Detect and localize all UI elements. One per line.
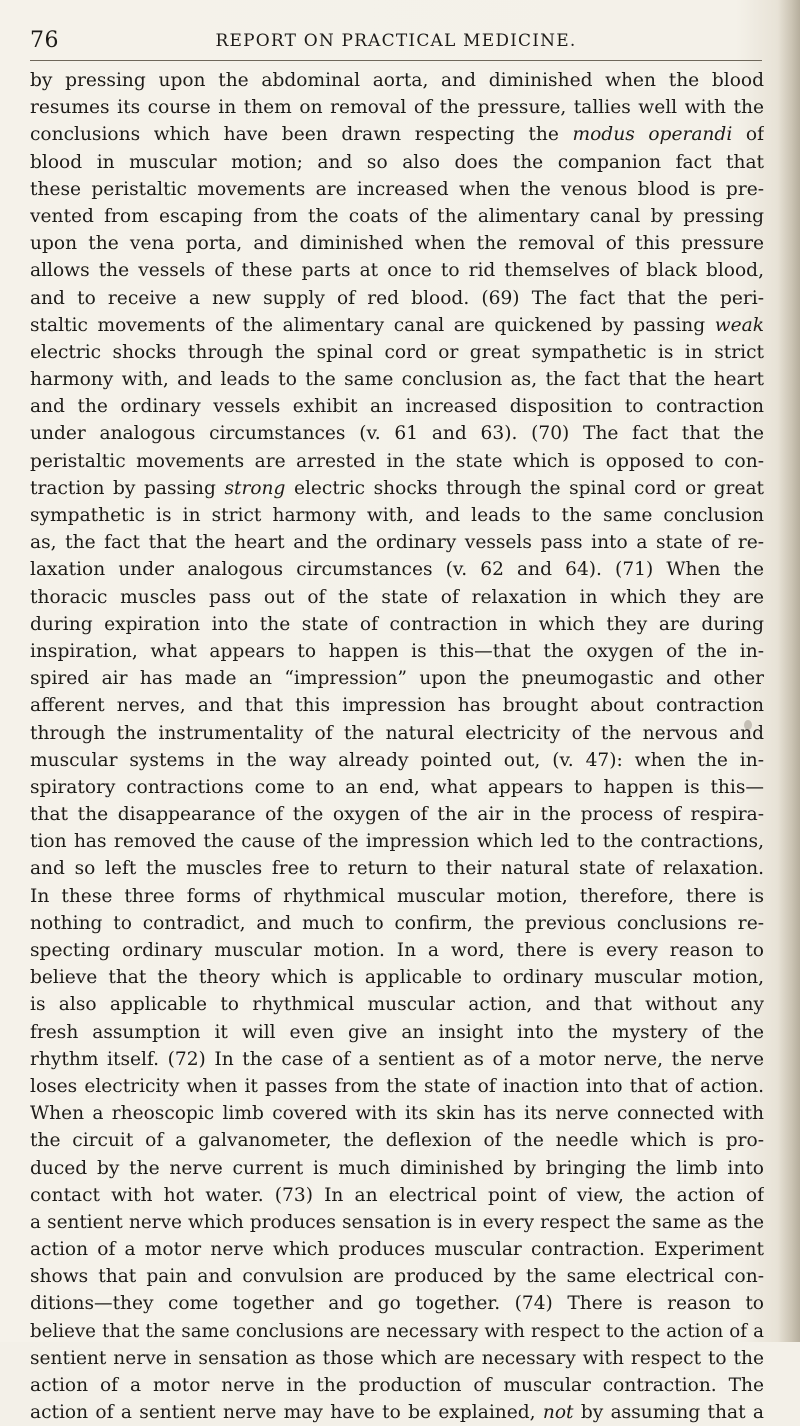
page-edge-shadow [778, 0, 800, 1342]
text-line: duced by the nerve current is much diminished by bringing the limb into [30, 1157, 764, 1179]
text-line: and the ordinary vessels exhibit an increased disposition to contraction [30, 396, 764, 418]
text-line: loses electricity when it passes from the state of inaction into that of action. [30, 1075, 764, 1097]
text-line: as, the fact that the heart and the ordinary vessels pass into a state of re- [30, 532, 764, 554]
text-line: ditions—they come together and go together. (74) There is reason to [30, 1293, 764, 1315]
text-line: thoracic muscles pass out of the state of relaxation in which they are [30, 586, 764, 608]
page-header [30, 26, 762, 56]
text-line: conclusions which have been drawn respecting the modus operandi of [30, 124, 764, 146]
text-line: nothing to contradict, and much to confirm, the previous conclusions re- [30, 912, 764, 934]
text-line: traction by passing strong electric shocks through the spinal cord or great [30, 477, 764, 499]
text-line: believe that the same conclusions are necessary with respect to the action of a [30, 1320, 764, 1342]
text-line: sentient nerve in sensation as those which are necessary with respect to the [30, 1347, 764, 1369]
text-line: a sentient nerve which produces sensation is in every respect the same as the [30, 1211, 764, 1233]
text-line: through the instrumentality of the natural electricity of the nervous and [30, 722, 764, 744]
text-line: staltic movements of the alimentary canal are quickened by passing weak [30, 314, 764, 336]
text-line: and so left the muscles free to return to their natural state of relaxation. [30, 858, 764, 880]
text-line: electric shocks through the spinal cord or great sympathetic is in strict [30, 341, 764, 363]
text-line: the circuit of a galvanometer, the deflexion of the needle which is pro- [30, 1130, 764, 1152]
text-line: sympathetic is in strict harmony with, and leads to the same conclusion [30, 505, 764, 526]
text-line: vented from escaping from the coats of the alimentary canal by pressing [30, 205, 764, 227]
text-line: rhythm itself. (72) In the case of a sentient as of a motor nerve, the nerve [30, 1048, 764, 1070]
text-line: these peristaltic movements are increased when the venous blood is pre- [30, 178, 764, 200]
text-line: and to receive a new supply of red blood. (69) The fact that the peri- [30, 287, 764, 309]
text-line: resumes its course in them on removal of the pressure, tallies well with the [30, 97, 764, 119]
text-line: peristaltic movements are arrested in the state which is opposed to con- [30, 450, 764, 472]
text-line: believe that the theory which is applicable to ordinary muscular motion, [30, 967, 764, 989]
text-line: fresh assumption it will even give an insight into the mystery of the [30, 1021, 764, 1043]
body-text [30, 67, 764, 1426]
text-line: by pressing upon the abdominal aorta, and diminished when the blood [30, 70, 764, 91]
text-line: allows the vessels of these parts at once to rid themselves of black blood, [30, 260, 764, 282]
text-line: action of a sentient nerve may have to be explained, not by assuming that a [30, 1402, 764, 1424]
text-line: spired air has made an “impression” upon the pneumogastic and other [30, 668, 764, 690]
text-line: is also applicable to rhythmical muscular action, and that without any [30, 994, 764, 1016]
text-line: afferent nerves, and that this impression has brought about contraction [30, 695, 764, 717]
text-line: inspiration, what appears to happen is this—that the oxygen of the in- [30, 640, 764, 662]
text-line: upon the vena porta, and diminished when the removal of this pressure [30, 233, 764, 255]
text-line: action of a motor nerve in the production of muscular contraction. The [30, 1375, 764, 1396]
text-line: When a rheoscopic limb covered with its skin has its nerve connected with [30, 1103, 764, 1125]
text-line: tion has removed the cause of the impression which led to the contractions, [30, 831, 764, 853]
header-rule [30, 60, 762, 61]
text-line: shows that pain and convulsion are produced by the same electrical con- [30, 1266, 764, 1288]
text-line: harmony with, and leads to the same conclusion as, the fact that the heart [30, 369, 764, 391]
ink-spot [744, 720, 752, 730]
text-line: laxation under analogous circumstances (v. 62 and 64). (71) When the [30, 559, 764, 581]
text-line: action of a motor nerve which produces muscular contraction. Experiment [30, 1239, 764, 1261]
text-line: during expiration into the state of contraction in which they are during [30, 613, 764, 635]
text-line: specting ordinary muscular motion. In a word, there is every reason to [30, 940, 764, 961]
page-number: 76 [30, 28, 59, 53]
text-line: muscular systems in the way already pointed out, (v. 47): when the in- [30, 749, 764, 771]
running-head: REPORT ON PRACTICAL MEDICINE. [215, 31, 577, 51]
text-line: spiratory contractions come to an end, what appears to happen is this— [30, 776, 764, 798]
text-line: under analogous circumstances (v. 61 and 63). (70) The fact that the [30, 423, 764, 445]
text-line: that the disappearance of the oxygen of the air in the process of respira- [30, 804, 764, 826]
text-line: contact with hot water. (73) In an electrical point of view, the action of [30, 1184, 764, 1206]
text-line: blood in muscular motion; and so also does the companion fact that [30, 151, 764, 173]
text-line: In these three forms of rhythmical muscular motion, therefore, there is [30, 885, 764, 907]
